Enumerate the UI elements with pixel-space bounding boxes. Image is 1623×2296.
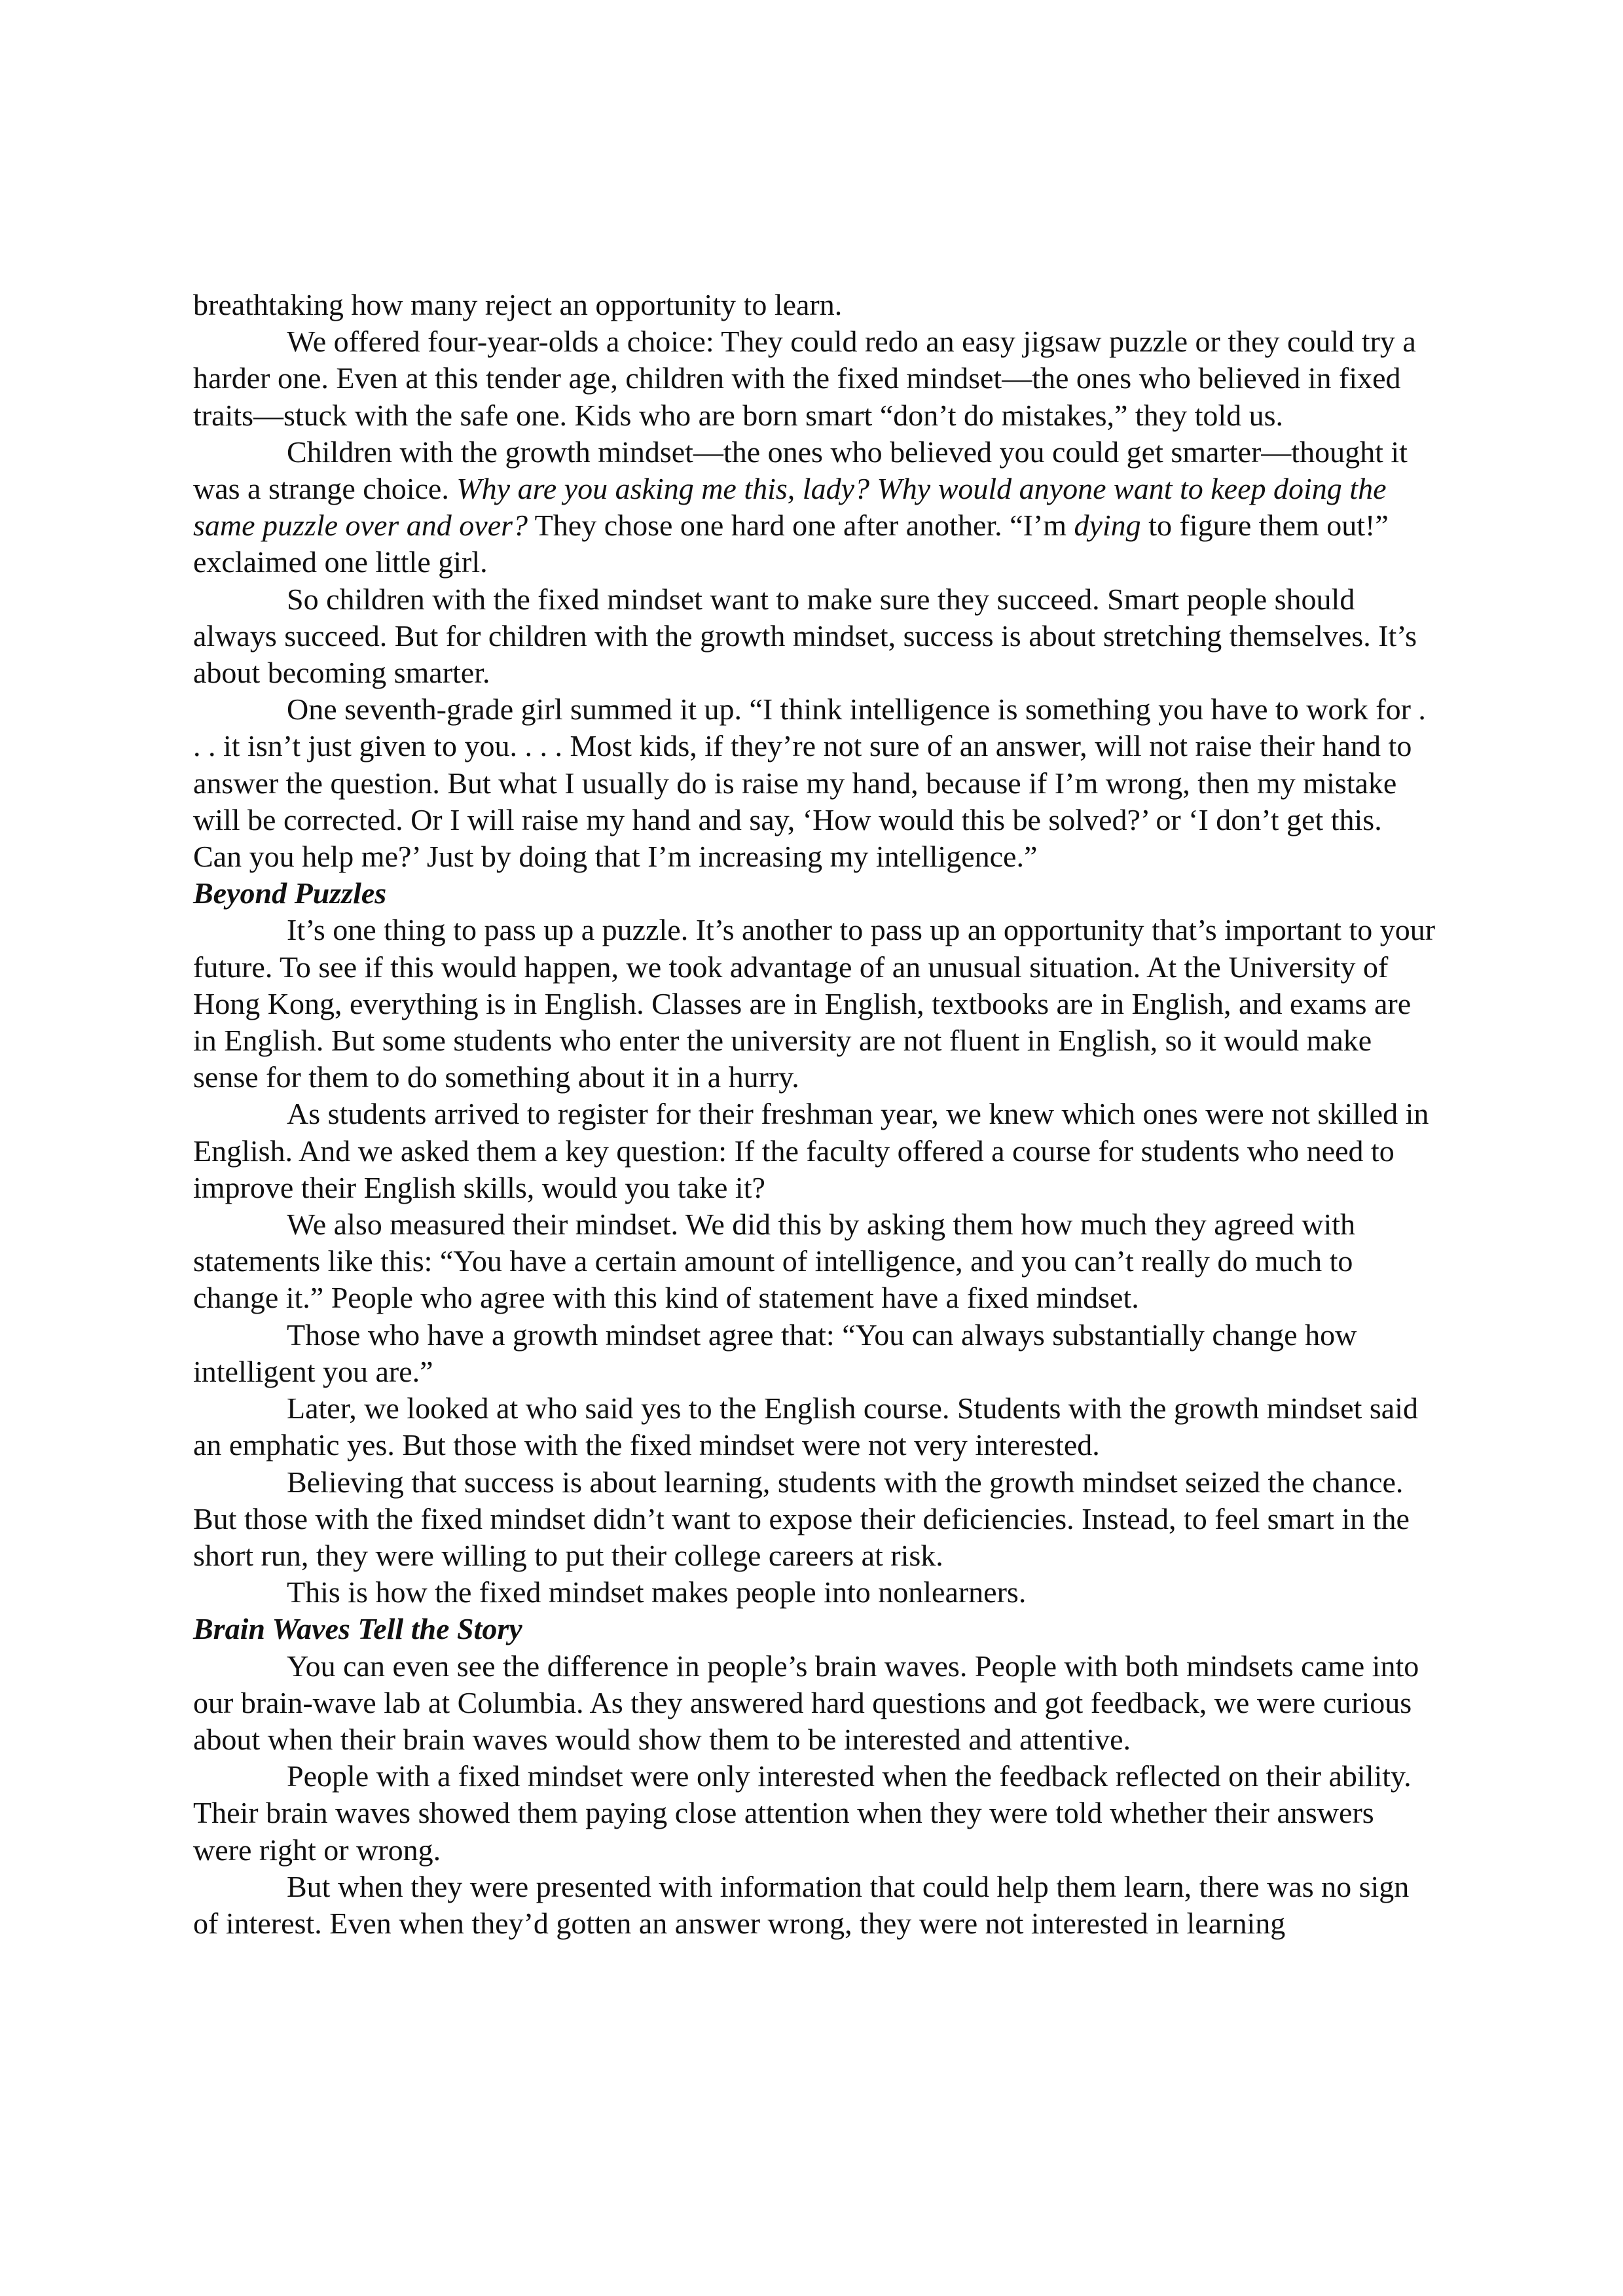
paragraph-continuation [193, 287, 1437, 323]
paragraph [193, 1390, 1437, 1463]
text-run: As students arrived to register for their freshman year, we knew which ones were not skilled in English. And we asked them a key question: If the faculty offered a course for students who need to improve their English skills, would you take it? [193, 1097, 1429, 1204]
text-run: Later, we looked at who said yes to the English course. Students with the growth mindset said an emphatic yes. But those with the fixed mindset were not very interested. [193, 1391, 1418, 1462]
paragraph [193, 1206, 1437, 1317]
text-run: You can even see the difference in people’s brain waves. People with both mindsets came into our brain-wave lab at Columbia. As they answered hard questions and got feedback, we were curious about when their brain waves would show them to be interested and attentive. [193, 1649, 1419, 1756]
text-run: It’s one thing to pass up a puzzle. It’s another to pass up an opportunity that’s important to your future. To see if this would happen, we took advantage of an unusual situation. At the University of Hong Kong, everything is in English. Classes are in English, textbooks are in English, and exams are in English. But some students who enter the university are not fluent in English, so it would make sense for them to do something about it in a hurry. [193, 913, 1436, 1094]
text-run: Believing that success is about learning, students with the growth mindset seized the chance. But those with the fixed mindset didn’t want to expose their deficiencies. Instead, to feel smart in the short run, they were willing to put their college careers at risk. [193, 1465, 1410, 1572]
text-run: They chose one hard one after another. “I’m [528, 509, 1074, 543]
italic-text-run: Why are you asking me this, lady? Why would anyone want to keep doing the same puzzle over and over? [193, 472, 1387, 543]
paragraph [193, 1464, 1437, 1575]
paragraph [193, 1317, 1437, 1390]
heading-text: Beyond Puzzles [193, 876, 387, 910]
text-run: People with a fixed mindset were only interested when the feedback reflected on their ability. Their brain waves showed them paying close attention when they were told whether their answers were right or wrong. [193, 1759, 1412, 1867]
section-heading [193, 875, 1437, 912]
paragraph [193, 581, 1437, 692]
paragraph [193, 1574, 1437, 1611]
section-heading [193, 1611, 1437, 1647]
heading-text: Brain Waves Tell the Story [193, 1612, 522, 1646]
text-run: So children with the fixed mindset want to make sure they succeed. Smart people should always succeed. But for children with the growth mindset, success is about stretching themselves. It’s about becoming smarter. [193, 582, 1417, 690]
text-run: Children with the growth mindset—the ones who believed you could get smarter—thought it was a strange choice. [193, 435, 1408, 506]
paragraph [193, 691, 1437, 875]
text-run: to figure them out!” exclaimed one little girl. [193, 509, 1389, 579]
paragraph [193, 1758, 1437, 1869]
text-run: breathtaking how many reject an opportunity to learn. [193, 288, 843, 321]
paragraph [193, 912, 1437, 1096]
text-run: We also measured their mindset. We did this by asking them how much they agreed with statements like this: “You have a certain amount of intelligence, and you can’t really do much to change it.” People who agree with this kind of statement have a fixed mindset. [193, 1208, 1356, 1315]
text-run: But when they were presented with information that could help them learn, there was no sign of interest. Even when they’d gotten an answer wrong, they were not interested in learning [193, 1869, 1410, 1940]
paragraph [193, 323, 1437, 434]
paragraph [193, 1096, 1437, 1206]
text-run: Those who have a growth mindset agree that: “You can always substantially change how intelligent you are.” [193, 1318, 1357, 1388]
italic-text-run: dying [1074, 509, 1141, 543]
document-page [193, 287, 1437, 1942]
text-run: We offered four-year-olds a choice: They could redo an easy jigsaw puzzle or they could try a harder one. Even at this tender age, children with the fixed mindset—the ones who believed in fixed traits—stuck with the safe one. Kids who are born smart “don’t do mistakes,” they told us. [193, 325, 1416, 432]
text-run: This is how the fixed mindset makes people into nonlearners. [287, 1575, 1027, 1609]
paragraph [193, 1869, 1437, 1942]
paragraph [193, 434, 1437, 581]
paragraph [193, 1648, 1437, 1759]
text-run: One seventh-grade girl summed it up. “I think intelligence is something you have to work for . . . it isn’t just given to you. . . . Most kids, if they’re not sure of an answer, will not raise their hand to answer the question. But what I usually do is raise my hand, because if I’m wrong, then my mistake will be corrected. Or I will raise my hand and say, ‘How would this be solved?’ or ‘I don’t get this. Can you help me?’ Just by doing that I’m increasing my intelligence.” [193, 692, 1426, 874]
